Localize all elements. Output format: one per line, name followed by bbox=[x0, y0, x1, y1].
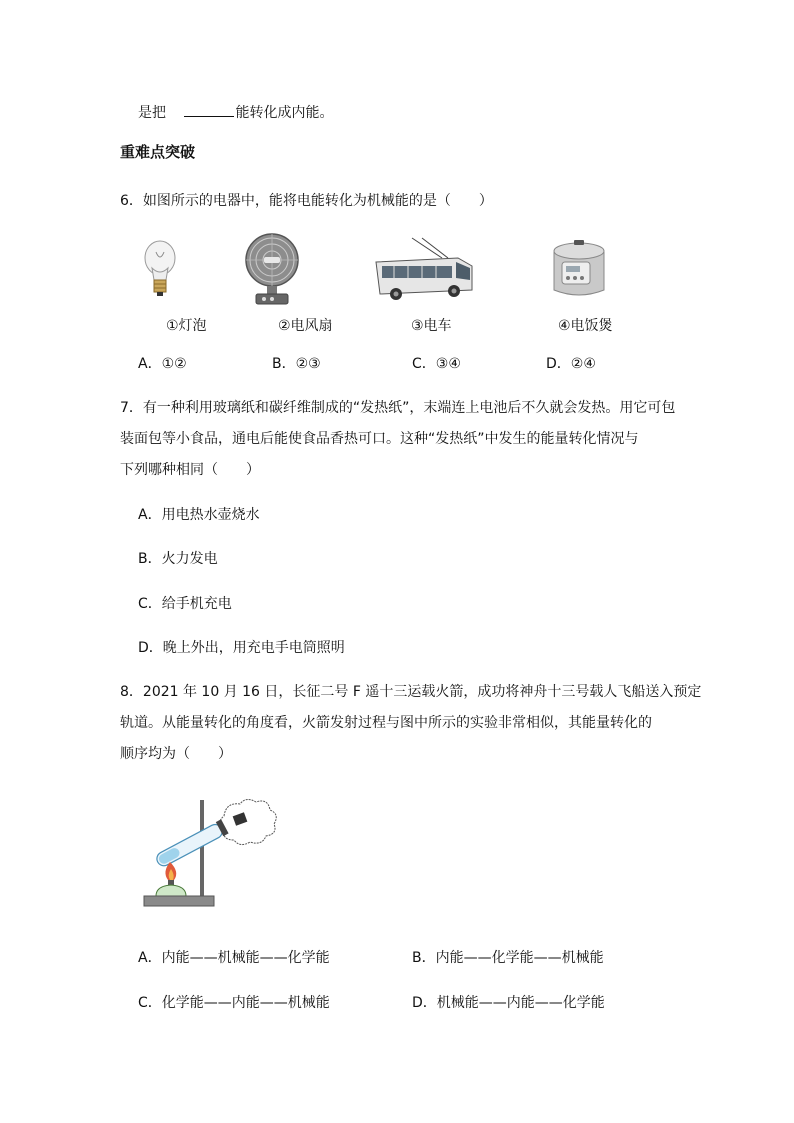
intro-prefix: 是把 bbox=[138, 105, 166, 121]
light-bulb-image bbox=[138, 238, 182, 300]
q8-option-a[interactable]: A．内能——机械能——化学能 bbox=[138, 950, 330, 966]
q6-option-a[interactable]: A．①② bbox=[138, 356, 187, 372]
q8-option-d[interactable]: D．机械能——内能——化学能 bbox=[412, 995, 605, 1011]
q8-line-3: 顺序均为（ ） bbox=[120, 746, 232, 762]
q7-line-3: 下列哪种相同（ ） bbox=[120, 462, 260, 478]
q6-option-b[interactable]: B．②③ bbox=[272, 356, 321, 372]
trolleybus-image bbox=[372, 236, 476, 302]
q7-option-b[interactable]: B．火力发电 bbox=[138, 551, 218, 567]
q6-option-d[interactable]: D．②④ bbox=[546, 356, 596, 372]
rice-cooker-image bbox=[548, 236, 610, 302]
q8-option-b[interactable]: B．内能——化学能——机械能 bbox=[412, 950, 604, 966]
q7-option-d[interactable]: D．晚上外出，用充电手电筒照明 bbox=[138, 640, 345, 656]
caption-trolleybus: ③电车 bbox=[411, 318, 452, 334]
q7-option-c[interactable]: C．给手机充电 bbox=[138, 596, 232, 612]
q6-question: 6．如图所示的电器中，能将电能转化为机械能的是（ ） bbox=[120, 193, 493, 209]
intro-line bbox=[138, 102, 333, 123]
intro-suffix: 能转化成内能。 bbox=[235, 105, 334, 121]
q7-option-a[interactable]: A．用电热水壶烧水 bbox=[138, 507, 260, 523]
q6-option-c[interactable]: C．③④ bbox=[412, 356, 461, 372]
test-tube-experiment-image bbox=[140, 796, 280, 914]
fill-blank bbox=[184, 102, 234, 117]
caption-bulb: ①灯泡 bbox=[166, 318, 207, 334]
q8-option-c[interactable]: C．化学能——内能——机械能 bbox=[138, 995, 330, 1011]
section-heading: 重难点突破 bbox=[120, 143, 196, 161]
caption-fan: ②电风扇 bbox=[278, 318, 333, 334]
q8-line-2: 轨道。从能量转化的角度看，火箭发射过程与图中所示的实验非常相似，其能量转化的 bbox=[120, 715, 652, 731]
electric-fan-image bbox=[244, 232, 300, 306]
caption-rice-cooker: ④电饭煲 bbox=[558, 318, 613, 334]
q7-line-1: 7．有一种利用玻璃纸和碳纤维制成的“发热纸”，末端连上电池后不久就会发热。用它可包 bbox=[120, 400, 676, 416]
q8-line-1: 8．2021 年 10 月 16 日，长征二号 F 遥十三运载火箭，成功将神舟十三号载人飞船送入预定 bbox=[120, 684, 702, 700]
q7-line-2: 装面包等小食品，通电后能使食品香热可口。这种“发热纸”中发生的能量转化情况与 bbox=[120, 431, 639, 447]
